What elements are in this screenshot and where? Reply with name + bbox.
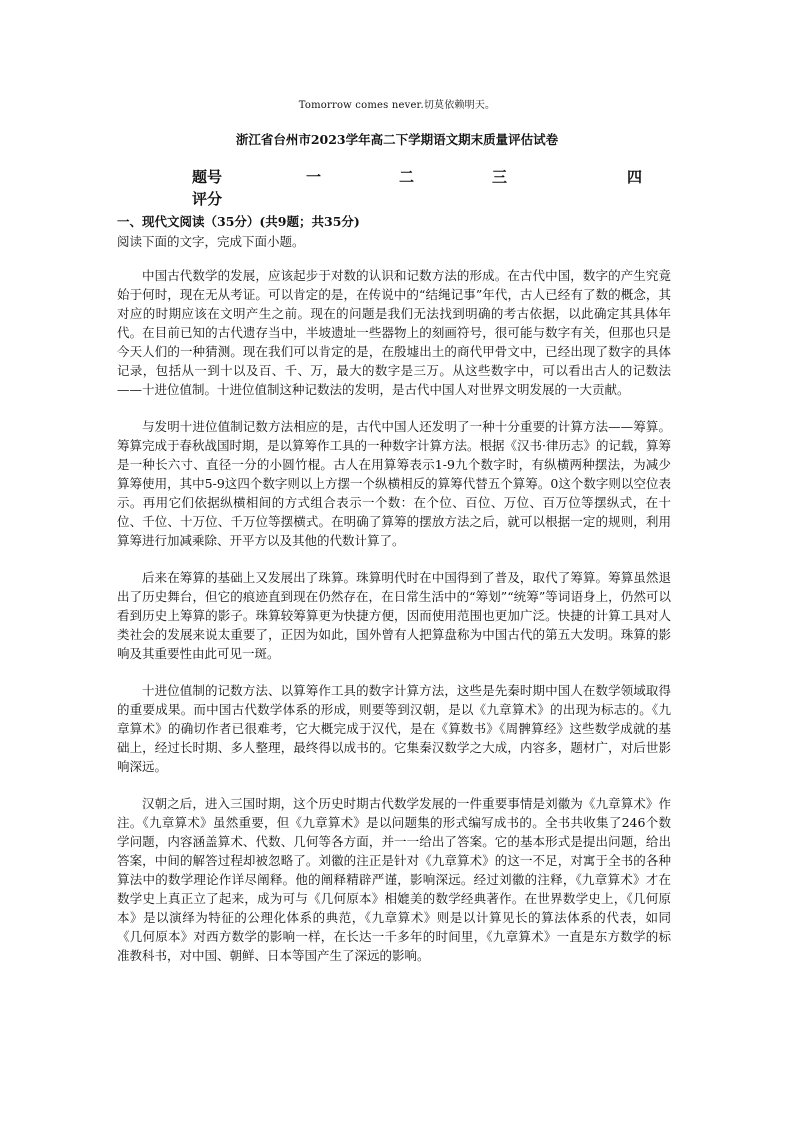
- section-heading: 一、现代文阅读（35分）(共9题；共35分): [117, 214, 360, 229]
- column-2: 二: [398, 168, 414, 186]
- score-table: [192, 166, 642, 210]
- exam-title: 浙江省台州市2023学年高二下学期语文期末质量评估试卷: [235, 132, 559, 147]
- paragraph: 与发明十进位值制记数方法相应的是，古代中国人还发明了一种十分重要的计算方法——筹算。筹算完成于春秋战国时期，是以算筹作工具的一种数字计算方法。根据《汉书·律历志》的记载，算筹是一种长六寸、直径一分的小圆竹棍。古人在用算筹表示1-9九个数字时，有纵横两种摆法，为减少算筹使用，其中5-9这四个数字则以上方摆一个纵横相反的算筹代替五个算筹。0这个数字则以空位表示。再用它们依据纵横相间的方式组合表示一个数：在个位、百位、万位、百万位等摆纵式，在十位、千位、十万位、千万位等摆横式。在明确了算筹的摆放方法之后，就可以根据一定的规则，利用算筹进行加减乘除、开平方以及其他的代数计算了。: [117, 419, 671, 548]
- column-1: 一: [305, 168, 321, 186]
- score-cell-1: [267, 188, 360, 210]
- score-cell-2: [360, 188, 453, 210]
- score-cell-3: [453, 188, 546, 210]
- section-instruction: 阅读下面的文字，完成下面小题。: [117, 234, 305, 249]
- paragraph: 汉朝之后，进入三国时期，这个历史时期古代数学发展的一件重要事情是刘徽为《九章算术》作注。《九章算术》虽然重要，但《九章算术》是以问题集的形式编写成书的。全书共收集了246个数学问题，内容涵盖算术、代数、几何等各方面，并一一给出了答案。它的基本形式是提出问题，给出答案，中间的解答过程却被忽略了。刘徽的注正是针对《九章算术》的这一不足，对寓于全书的各种算法中的数学理论作详尽阐释。他的阐释精辟严谨，影响深远。经过刘徽的注释，《九章算术》才在数学史上真正立了起来，成为可与《几何原本》相媲美的数学经典著作。在世界数学史上，《几何原本》是以演绎为特征的公理化体系的典范，《九章算术》则是以计算见长的算法体系的代表，如同《几何原本》对西方数学的影响一样，在长达一千多年的时间里，《九章算术》一直是东方数学的标准教科书，对中国、朝鲜、日本等国产生了深远的影响。: [117, 796, 671, 963]
- column-3: 三: [491, 168, 507, 186]
- paragraph: 后来在筹算的基础上又发展出了珠算。珠算明代时在中国得到了普及，取代了筹算。筹算虽然退出了历史舞台，但它的痕迹直到现在仍然存在，在日常生活中的“筹划”“统筹”等词语身上，仍然可以看到历史上筹算的影子。珠算较筹算更为快捷方便，因而使用范围也更加广泛。快捷的计算工具对人类社会的发展来说太重要了，正因为如此，国外曾有人把算盘称为中国古代的第五大发明。珠算的影响及其重要性由此可见一斑。: [117, 570, 671, 661]
- paragraph: 十进位值制的记数方法、以算筹作工具的数字计算方法，这些是先秦时期中国人在数学领域取得的重要成果。而中国古代数学体系的形成，则要等到汉朝，是以《九章算术》的出现为标志的。《九章算术》的确切作者已很难考，它大概完成于汉代，是在《算数书》《周髀算经》这些数学成就的基础上，经过长时期、多人整理，最终得以成书的。它集秦汉数学之大成，内容多，题材广，对后世影响深远。: [117, 683, 671, 774]
- column-4: 四: [626, 168, 642, 186]
- reading-passage: [117, 266, 671, 983]
- score-label: 评分: [192, 190, 223, 208]
- score-table-score-row: [192, 188, 642, 210]
- score-table-header-row: [192, 166, 642, 188]
- paragraph: 中国古代数学的发展，应该起步于对数的认识和记数方法的形成。在古代中国，数字的产生究竟始于何时，现在无从考证。可以肯定的是，在传说中的“结绳记事”年代，古人已经有了数的概念，其对应的时期应该在文明产生之前。现在的问题是我们无法找到明确的考古依据，以此确定其具体年代。在目前已知的古代遗存当中，半坡遗址一些器物上的刻画符号，很可能与数字有关，但那也只是今天人们的一种猜测。现在我们可以肯定的是，在殷墟出土的商代甲骨文中，已经出现了数字的具体记录，包括从一到十以及百、千、万，最大的数字是三万。从这些数字中，可以看出古人的记数法——十进位值制。十进位值制这种记数法的发明，是古代中国人对世界文明发展的一大贡献。: [117, 268, 671, 397]
- score-cell-4: [546, 188, 642, 210]
- question-number-label: 题号: [192, 168, 223, 186]
- header-motto: Tomorrow comes never.切莫依赖明天。: [298, 100, 496, 111]
